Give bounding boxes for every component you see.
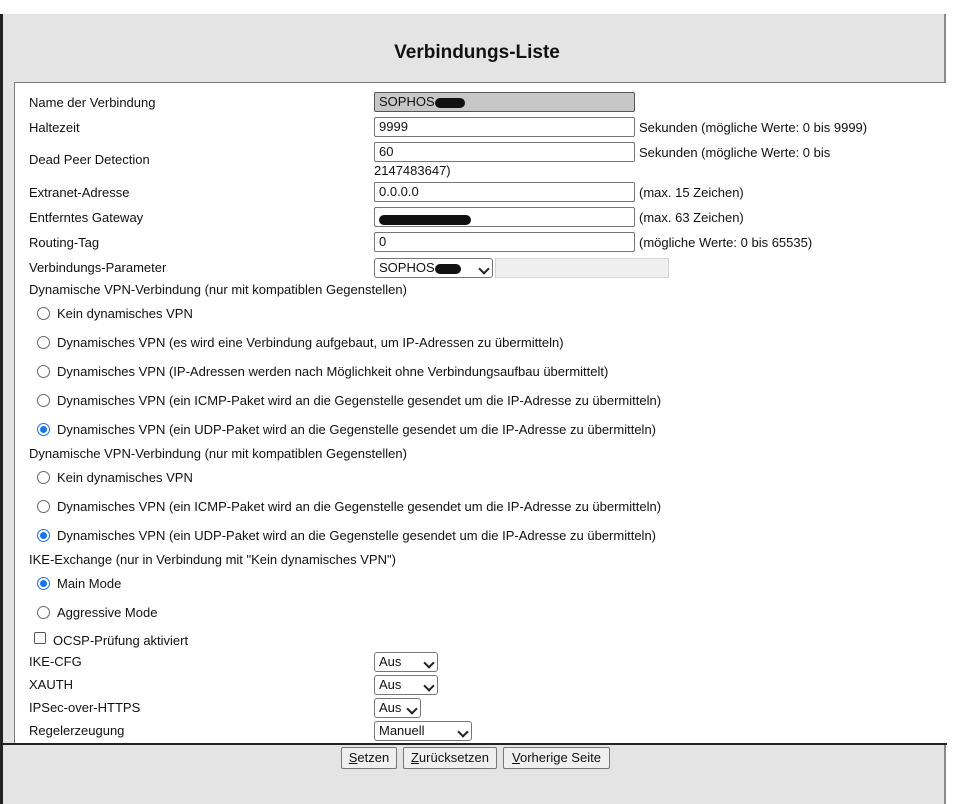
reset-button[interactable] <box>403 747 497 769</box>
dynvpn1-heading: Dynamische VPN-Verbindung (nur mit kompatiblen Gegenstellen) <box>29 282 407 297</box>
routing-hint: (mögliche Werte: 0 bis 65535) <box>639 235 813 250</box>
dpd-label: Dead Peer Detection <box>29 152 150 167</box>
chevron-down-icon <box>478 263 489 274</box>
ike-label-aggressive: Aggressive Mode <box>57 605 158 620</box>
extranet-input[interactable]: 0.0.0.0 <box>374 182 635 202</box>
redaction-mark <box>435 264 461 274</box>
dynvpn2-radio-0[interactable] <box>37 471 50 484</box>
params-label: Verbindungs-Parameter <box>29 260 167 275</box>
dynvpn1-radio-1[interactable] <box>37 336 50 349</box>
routing-label: Routing-Tag <box>29 235 100 250</box>
back-label: orherige Seite <box>520 750 601 765</box>
ipsec-https-label: IPSec-over-HTTPS <box>29 700 141 715</box>
chevron-down-icon <box>423 657 434 668</box>
ike-cfg-label: IKE-CFG <box>29 654 82 669</box>
page-title: Verbindungs-Liste <box>394 42 560 63</box>
reset-label: urücksetzen <box>418 750 490 765</box>
dynvpn1-label-4: Dynamisches VPN (ein UDP-Paket wird an die Gegenstelle gesendet um die IP-Adresse zu übermitteln) <box>57 422 656 437</box>
dynvpn1-radio-4[interactable] <box>37 423 50 436</box>
dynvpn2-label-1: Dynamisches VPN (ein ICMP-Paket wird an die Gegenstelle gesendet um die IP-Adresse zu übermitteln) <box>57 499 662 514</box>
xauth-select[interactable] <box>374 675 438 695</box>
ike-cfg-select[interactable] <box>374 652 438 672</box>
previous-page-button[interactable] <box>503 747 610 769</box>
setzen-button[interactable] <box>341 747 397 769</box>
routing-input[interactable]: 0 <box>374 232 635 252</box>
connection-name-value: SOPHOS <box>379 94 435 109</box>
dynvpn1-radio-2[interactable] <box>37 365 50 378</box>
dynvpn2-label-0: Kein dynamisches VPN <box>57 470 193 485</box>
gateway-label: Entferntes Gateway <box>29 210 144 225</box>
dpd-hint-cont: 2147483647) <box>374 163 451 178</box>
dynvpn2-label-2: Dynamisches VPN (ein UDP-Paket wird an die Gegenstelle gesendet um die IP-Adresse zu übermitteln) <box>57 528 656 543</box>
dpd-input[interactable]: 60 <box>374 142 635 162</box>
regel-select[interactable] <box>374 721 472 741</box>
regel-label: Regelerzeugung <box>29 723 125 738</box>
divider <box>3 743 947 745</box>
gateway-hint: (max. 63 Zeichen) <box>639 210 744 225</box>
back-accesskey: V <box>512 750 520 765</box>
ocsp-label: OCSP-Prüfung aktiviert <box>53 633 189 648</box>
haltezeit-label: Haltezeit <box>29 120 80 135</box>
dynvpn2-heading: Dynamische VPN-Verbindung (nur mit kompatiblen Gegenstellen) <box>29 446 407 461</box>
dynvpn1-label-2: Dynamisches VPN (IP-Adressen werden nach Möglichkeit ohne Verbindungsaufbau übermittelt) <box>57 364 609 379</box>
ipsec-https-select[interactable] <box>374 698 421 718</box>
ike-exchange-heading: IKE-Exchange (nur in Verbindung mit "Kein dynamisches VPN") <box>29 552 396 567</box>
redaction-mark <box>435 98 465 108</box>
xauth-label: XAUTH <box>29 677 74 692</box>
dynvpn1-label-0: Kein dynamisches VPN <box>57 306 193 321</box>
ocsp-checkbox[interactable] <box>34 632 46 644</box>
ike-radio-aggressive[interactable] <box>37 606 50 619</box>
regel-value: Manuell <box>379 723 425 738</box>
connection-name-field <box>374 92 635 112</box>
chevron-down-icon <box>457 726 468 737</box>
setzen-label: etzen <box>357 750 390 765</box>
setzen-accesskey: S <box>348 750 358 765</box>
extranet-label: Extranet-Adresse <box>29 185 130 200</box>
extranet-hint: (max. 15 Zeichen) <box>639 185 744 200</box>
dpd-hint: Sekunden (mögliche Werte: 0 bis <box>639 145 831 160</box>
params-select[interactable] <box>374 258 493 278</box>
dynvpn2-radio-2[interactable] <box>37 529 50 542</box>
chevron-down-icon <box>423 680 434 691</box>
ipsec-https-value: Aus <box>379 700 402 715</box>
gateway-input[interactable] <box>374 207 635 227</box>
dynvpn1-label-3: Dynamisches VPN (ein ICMP-Paket wird an die Gegenstelle gesendet um die IP-Adresse zu übermitteln) <box>57 393 662 408</box>
haltezeit-hint: Sekunden (mögliche Werte: 0 bis 9999) <box>639 120 868 135</box>
xauth-value: Aus <box>379 677 402 692</box>
ike-radio-main[interactable] <box>37 577 50 590</box>
ike-label-main: Main Mode <box>57 576 122 591</box>
redaction-mark <box>379 215 471 225</box>
ike-cfg-value: Aus <box>379 654 402 669</box>
dynvpn1-radio-3[interactable] <box>37 394 50 407</box>
haltezeit-input[interactable]: 9999 <box>374 117 635 137</box>
dynvpn1-radio-0[interactable] <box>37 307 50 320</box>
dynvpn2-radio-1[interactable] <box>37 500 50 513</box>
chevron-down-icon <box>406 703 417 714</box>
dynvpn1-label-1: Dynamisches VPN (es wird eine Verbindung aufgebaut, um IP-Adressen zu übermitteln) <box>57 335 564 350</box>
params-value: SOPHOS <box>379 260 435 275</box>
name-label: Name der Verbindung <box>29 95 156 110</box>
reset-accesskey: Z <box>410 750 419 765</box>
params-extra-box <box>495 258 669 278</box>
